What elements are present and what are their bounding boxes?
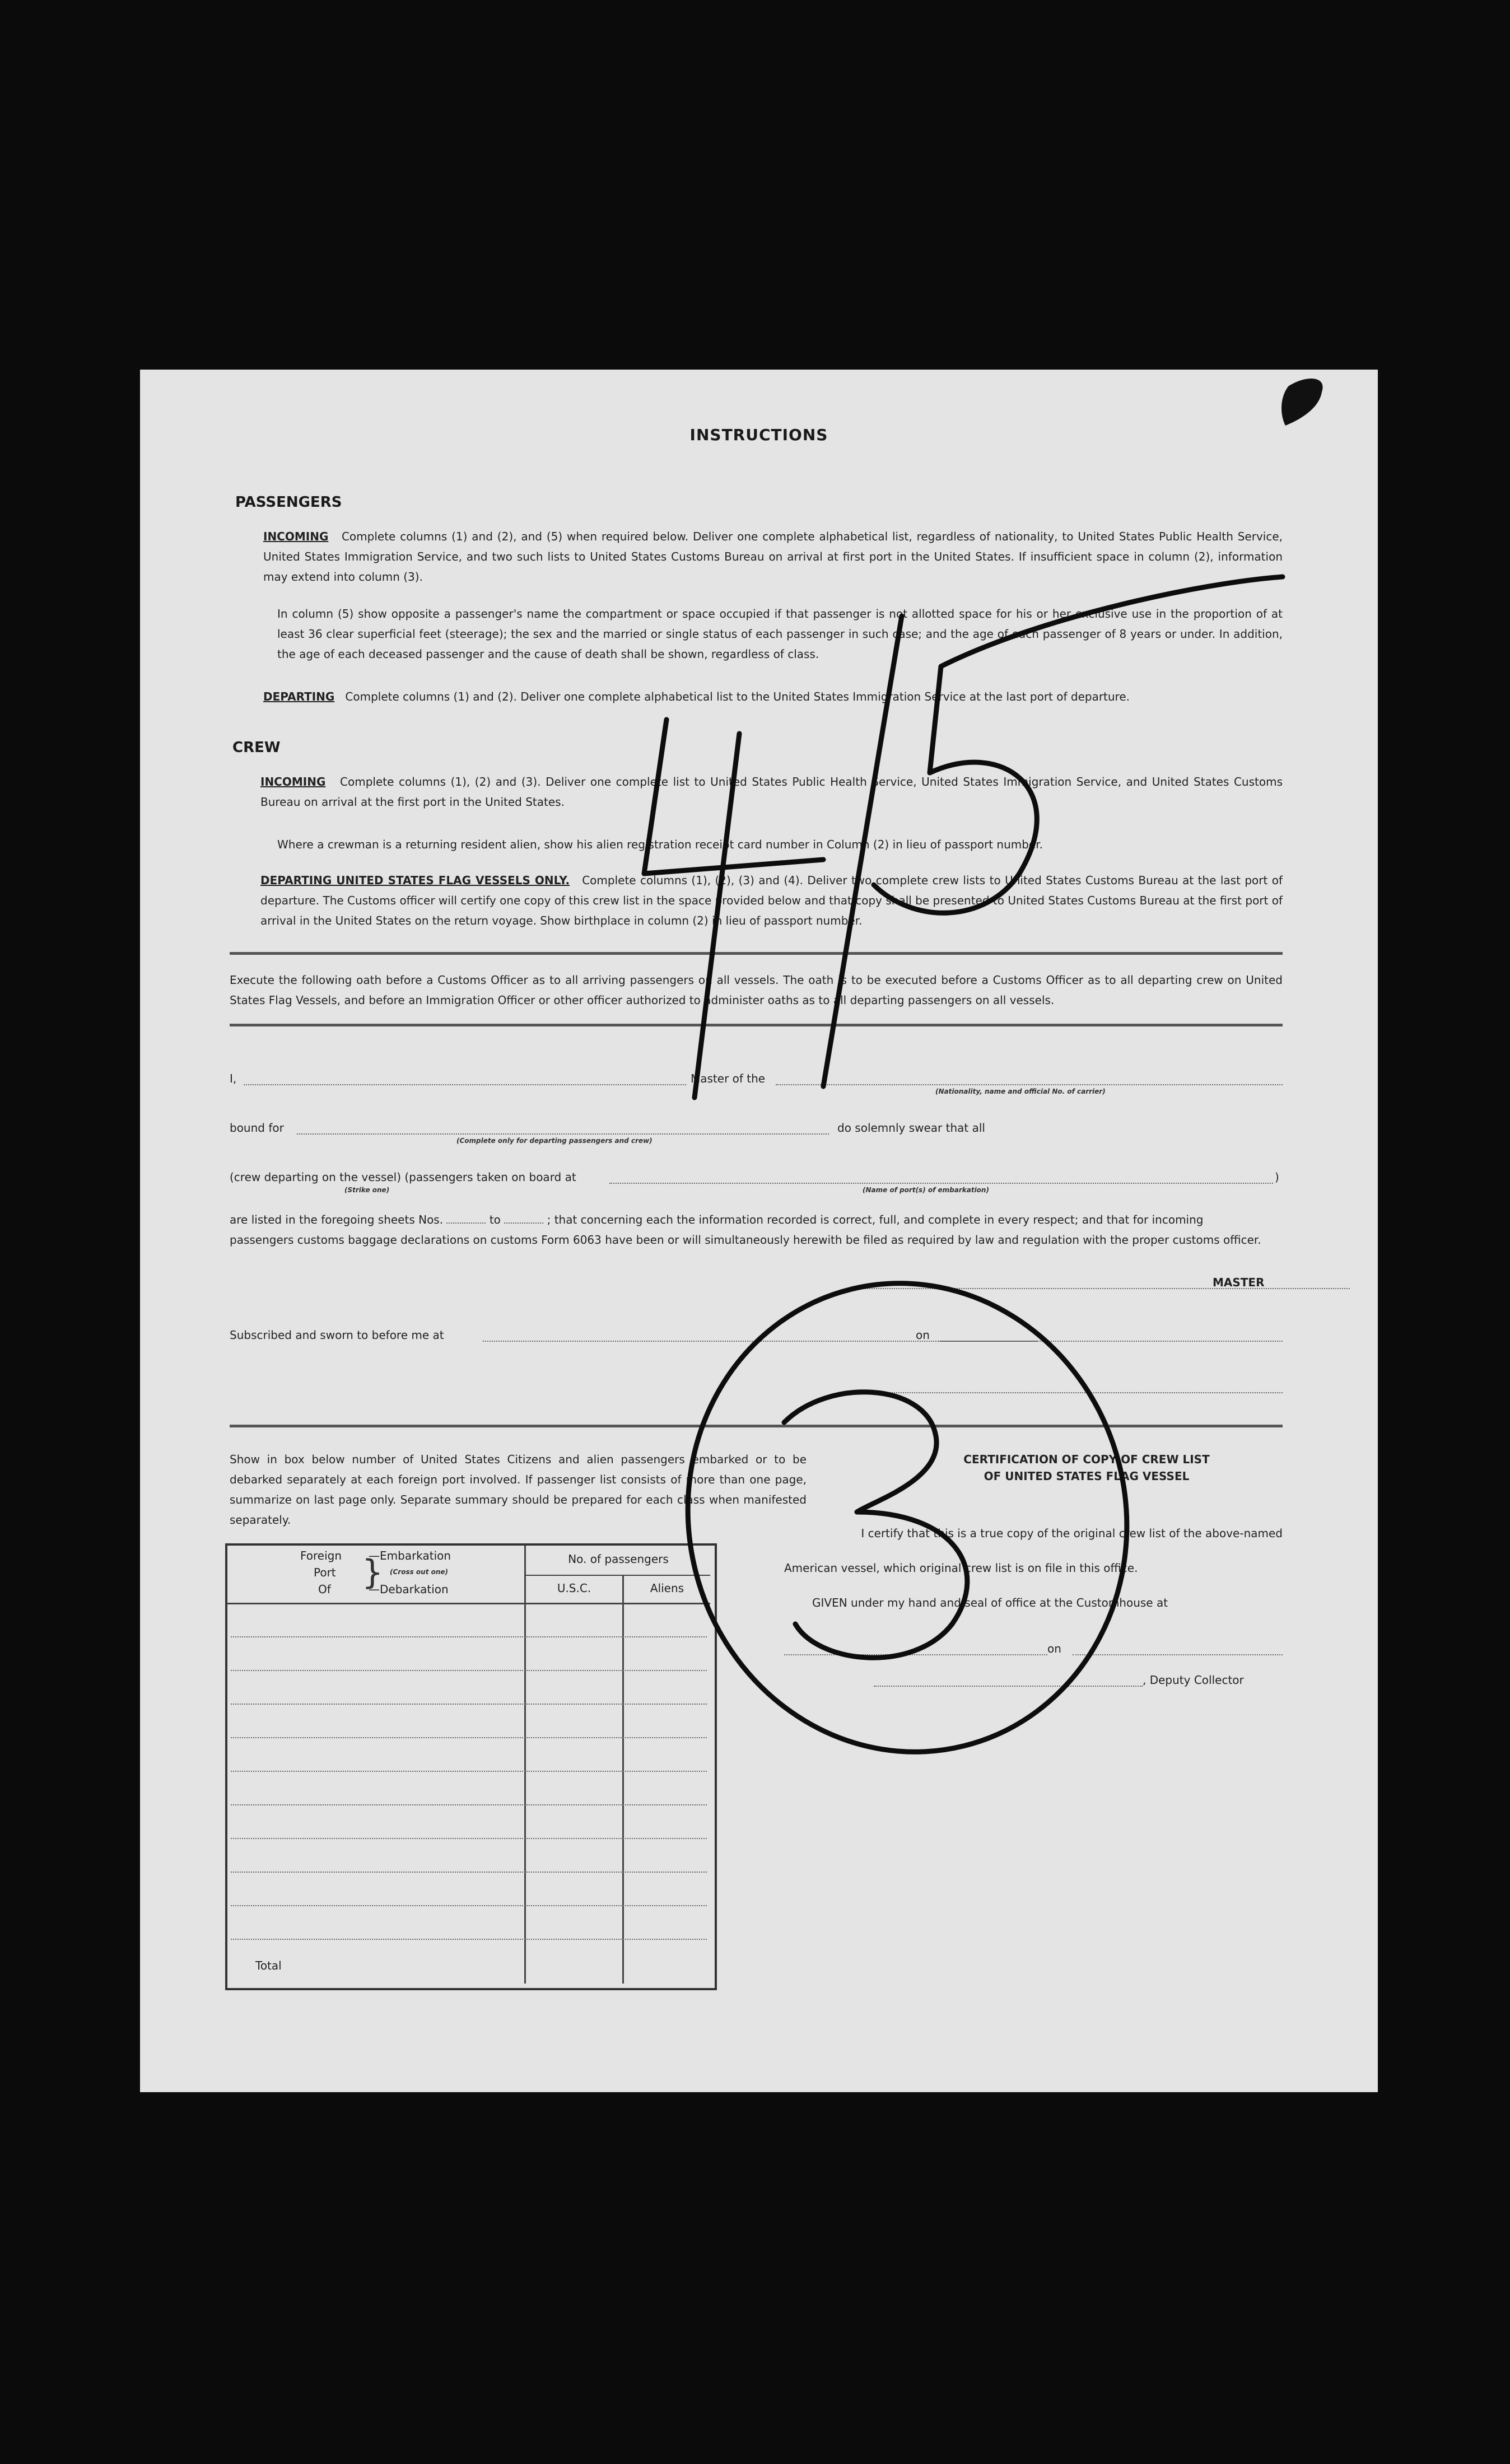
master-signature-field[interactable] <box>851 1288 1350 1289</box>
col-aliens: Aliens <box>650 1581 684 1595</box>
crew-incoming-text: Complete columns (1), (2) and (3). Deliver one complete list to United States Public Health Service, United States Immigration Service, and United States Customs Bureau on arrival at the first port in the United States. <box>260 775 1283 809</box>
master-name-field[interactable] <box>244 1084 686 1085</box>
header-rule <box>524 1575 710 1576</box>
col-usc: U.S.C. <box>557 1581 591 1595</box>
oath-crew-departing: (crew departing on the vessel) (passengers taken on board at <box>230 1170 576 1184</box>
nationality-caption: (Nationality, name and official No. of carrier) <box>935 1088 1106 1095</box>
passengers-heading: PASSENGERS <box>235 494 342 511</box>
sheet-from-field[interactable] <box>446 1222 486 1224</box>
oath-i-label: I, <box>230 1072 237 1085</box>
sworn-date-field[interactable] <box>938 1341 1283 1342</box>
deputy-collector-label: , Deputy Collector <box>1143 1673 1244 1687</box>
table-row[interactable] <box>231 1636 707 1637</box>
col-of: Of <box>318 1583 331 1596</box>
table-row[interactable] <box>231 1872 707 1873</box>
passengers-departing <box>263 687 1283 707</box>
crew-departing-label: DEPARTING UNITED STATES FLAG VESSELS ONLY. <box>260 874 570 887</box>
certification-date-field[interactable] <box>1073 1654 1283 1655</box>
form-page <box>140 370 1378 2092</box>
master-label: MASTER <box>1213 1276 1265 1289</box>
table-row[interactable] <box>231 1804 707 1805</box>
oath-listed-c: passengers customs baggage declarations on customs Form 6063 have been or will simultaneously herewith be filed as required by law and regulation with the proper customs officer. <box>230 1233 1261 1247</box>
strike-caption: (Strike one) <box>344 1186 390 1194</box>
divider <box>230 1024 1283 1026</box>
table-row[interactable] <box>231 1704 707 1705</box>
deputy-signature-field[interactable] <box>874 1686 1143 1687</box>
crew-incoming <box>260 772 1283 812</box>
table-row[interactable] <box>231 1771 707 1772</box>
divider <box>230 1425 1283 1427</box>
passengers-incoming <box>263 526 1283 587</box>
page-title: INSTRUCTIONS <box>689 426 828 444</box>
crew-departing-text: Complete columns (1), (2), (3) and (4). Deliver two complete crew lists to United States Customs Bureau at the last port of departure. The Customs officer will certify one copy of this crew list in the space provided below and that copy shall be presented to United States Customs Bureau at the first port of arrival in the United States on the return voyage. Show birthplace in column (2) in lieu of passport number. <box>260 874 1283 927</box>
oath-master-of: Master of the <box>691 1072 766 1085</box>
oath-instructions: Execute the following oath before a Customs Officer as to all arriving passengers on all vessels. The oath is to be executed before a Customs Officer as to all departing crew on United States Flag Vessels, and before an Immigration Officer or other officer authorized to administer oaths as to all departing passengers on all vessels. <box>230 973 1283 1007</box>
certification-line-3: GIVEN under my hand and seal of office at the Customhouse at <box>812 1596 1168 1609</box>
subscribed-label: Subscribed and sworn to before me at <box>230 1328 444 1342</box>
brace-icon: } <box>362 1553 384 1592</box>
table-row[interactable] <box>231 1838 707 1839</box>
oath-bound-for: bound for <box>230 1121 284 1135</box>
customhouse-field[interactable] <box>784 1654 1047 1655</box>
bound-for-field[interactable] <box>297 1133 829 1135</box>
passengers-incoming-label: INCOMING <box>263 530 329 543</box>
crew-incoming-label: INCOMING <box>260 775 326 788</box>
col-port: Port <box>314 1566 336 1579</box>
oath-do-swear: do solemnly swear that all <box>837 1121 985 1135</box>
oath-listed-to: to <box>489 1213 501 1226</box>
embarkation-label: —Embarkation <box>369 1549 451 1562</box>
port-caption: (Name of port(s) of embarkation) <box>863 1186 989 1194</box>
certification-title-2: OF UNITED STATES FLAG VESSEL <box>984 1469 1190 1483</box>
oath-close-paren: ) <box>1275 1170 1279 1184</box>
table-row[interactable] <box>231 1939 707 1940</box>
table-row[interactable] <box>231 1905 707 1906</box>
passengers-incoming-text: Complete columns (1) and (2), and (5) when required below. Deliver one complete alphabetical list, regardless of nationality, to United States Public Health Service, United States Immigration Service, and two such lists to United States Customs Bureau on arrival at first port in the United States. If insufficient space in column (2), information may extend into column (3). <box>263 530 1283 584</box>
debarkation-label: —Debarkation <box>369 1583 449 1596</box>
cross-out-caption: (Cross out one) <box>390 1568 449 1576</box>
vessel-field[interactable] <box>776 1084 1283 1085</box>
header-bottom-rule <box>227 1603 710 1604</box>
officer-signature-field[interactable] <box>851 1392 1283 1393</box>
oath-listed-a: are listed in the foregoing sheets Nos. <box>230 1213 444 1226</box>
certification-title-1: CERTIFICATION OF COPY OF CREW LIST <box>963 1453 1210 1466</box>
passengers-departing-label: DEPARTING <box>263 690 335 703</box>
passengers-departing-text: Complete columns (1) and (2). Deliver one complete alphabetical list to the United States Immigration Service at the last port of departure. <box>345 690 1130 703</box>
crew-heading: CREW <box>232 739 281 756</box>
oath-listed-b: ; that concerning each the information recorded is correct, full, and complete in every respect; and that for incoming <box>547 1213 1204 1226</box>
port-of-embarkation-field[interactable] <box>609 1183 1273 1184</box>
summary-table <box>225 1543 717 1990</box>
sheet-to-field[interactable] <box>504 1222 543 1224</box>
subscribed-on: on <box>916 1328 930 1342</box>
column-divider <box>524 1546 526 1984</box>
crew-departing <box>260 870 1283 931</box>
bound-caption: (Complete only for departing passengers and crew) <box>456 1137 653 1145</box>
table-row[interactable] <box>231 1737 707 1738</box>
certification-line-2: American vessel, which original crew list is on file in this office. <box>784 1561 1138 1575</box>
certification-line-1: I certify that this is a true copy of the original crew list of the above-named <box>861 1527 1283 1540</box>
oath-listed-line <box>230 1210 1283 1230</box>
summary-instructions: Show in box below number of United States Citizens and alien passengers embarked or to be debarked separately at each foreign port involved. If passenger list consists of more than one page, summarize on last page only. Separate summary should be prepared for each class when manifested separately. <box>230 1453 807 1527</box>
divider <box>230 952 1283 955</box>
total-label: Total <box>255 1959 282 1972</box>
passengers-column5-text: In column (5) show opposite a passenger's name the compartment or space occupied if that passenger is not allotted space for his or her exclusive use in the proportion of at least 36 clear superficial feet (steerage); the sex and the married or single status of each passenger in such case; and the age of each passenger of 8 years or under. In addition, the age of each deceased passenger and the cause of death shall be shown, regardless of class. <box>277 607 1283 661</box>
crew-crewman-text: Where a crewman is a returning resident alien, show his alien registration receipt card number in Column (2) in lieu of passport number. <box>277 838 1043 851</box>
no-of-passengers: No. of passengers <box>568 1552 669 1566</box>
table-row[interactable] <box>231 1670 707 1671</box>
certification-on: on <box>1047 1642 1061 1655</box>
col-foreign: Foreign <box>300 1549 342 1562</box>
